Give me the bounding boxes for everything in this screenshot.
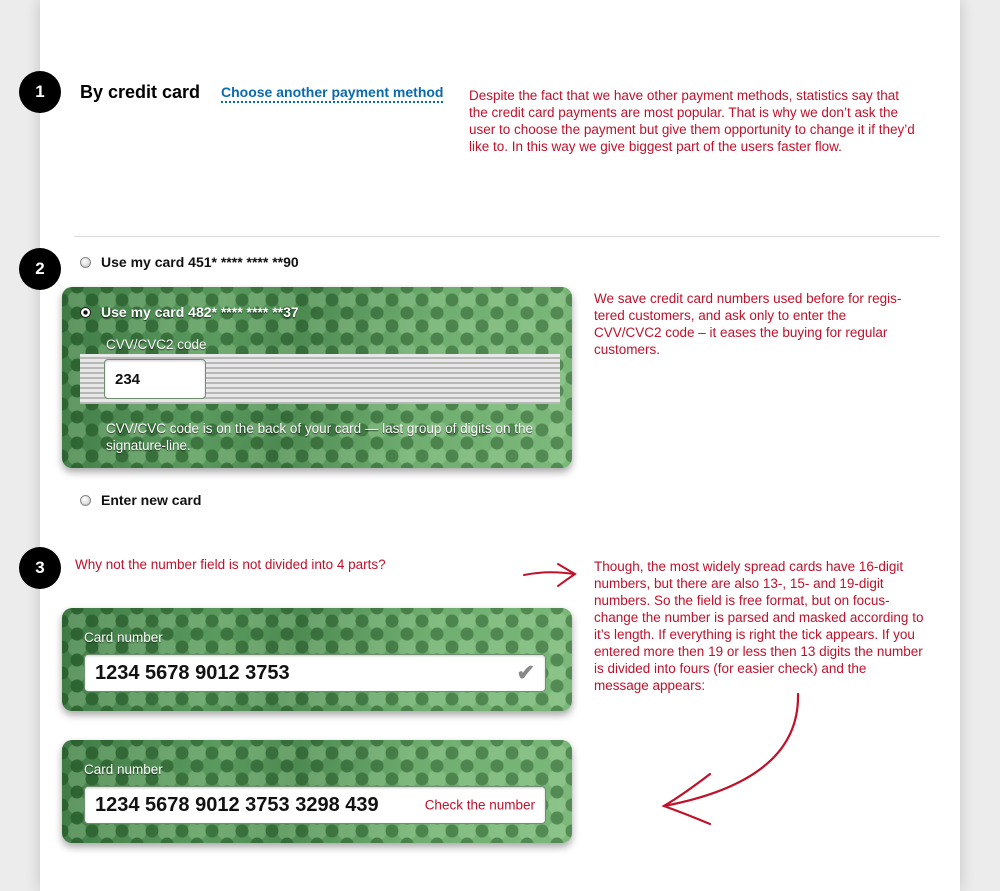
radio-button[interactable] — [80, 495, 91, 506]
card-number-label: Card number — [84, 762, 163, 777]
error-message: Check the number — [424, 797, 535, 813]
saved-card-option-2[interactable] — [80, 304, 299, 320]
step-badge-1 — [19, 71, 61, 113]
payment-title: By credit card — [80, 82, 201, 102]
step-badge-2 — [19, 248, 61, 290]
cvv-label: CVV/CVC2 code — [106, 337, 207, 352]
radio-button-selected[interactable] — [80, 307, 91, 318]
new-card-option[interactable] — [80, 492, 201, 508]
question-note: Why not the number field is not divided into 4 parts? — [75, 557, 386, 572]
step-number: 3 — [35, 558, 45, 577]
step-number: 2 — [35, 259, 45, 278]
card-number-value: 1234 5678 9012 3753 3298 439 — [95, 793, 379, 816]
annotation-3: Though, the most widely spread cards have 16-digit numbers, but there are also 13-, 15- and 19-digit numbers. So the field is free format, but on focus-change the number is parsed and masked according to it’s length. If everything is right the tick appears. If you entered more then 19 or less then 13 digits the number is divided into fours (for easier check) and the message appears: — [594, 559, 924, 693]
step-number: 1 — [35, 82, 45, 101]
step-badge-3 — [19, 547, 61, 589]
card-number-panel-invalid — [62, 740, 572, 843]
section-divider — [74, 236, 940, 237]
option-label: Use my card 482* **** **** **37 — [101, 304, 299, 320]
card-number-value: 1234 5678 9012 3753 — [95, 661, 290, 684]
cvv-input[interactable]: 234 — [104, 359, 206, 399]
hand-drawn-arrow-icon — [520, 560, 580, 590]
option-label: Use my card 451* **** **** **90 — [101, 254, 299, 270]
choose-another-payment-link[interactable]: Choose another payment method — [221, 84, 443, 103]
hand-drawn-arrow-icon — [650, 690, 810, 830]
check-icon: ✔ — [516, 660, 535, 685]
card-number-panel-valid — [62, 608, 572, 711]
card-number-input-invalid[interactable] — [84, 786, 546, 824]
saved-card-panel — [62, 287, 572, 468]
cvv-hint: CVV/CVC code is on the back of your card — last group of digits on the signature-line. — [106, 421, 533, 453]
card-number-label: Card number — [84, 630, 163, 645]
annotation-2: We save credit card numbers used before for regis-tered customers, and ask only to enter the CVV/CVC2 code – it eases the buying for regular customers. — [594, 291, 902, 357]
annotation-1: Despite the fact that we have other payment methods, statistics say that the credit card payments are most popular. That is why we don’t ask the user to choose the payment but give them opportunity to change it if they’d like to. In this way we give biggest part of the users faster flow. — [469, 88, 915, 154]
radio-button[interactable] — [80, 257, 91, 268]
card-number-input-valid[interactable] — [84, 654, 546, 692]
option-label: Enter new card — [101, 492, 202, 508]
saved-card-option-1[interactable] — [80, 254, 299, 270]
